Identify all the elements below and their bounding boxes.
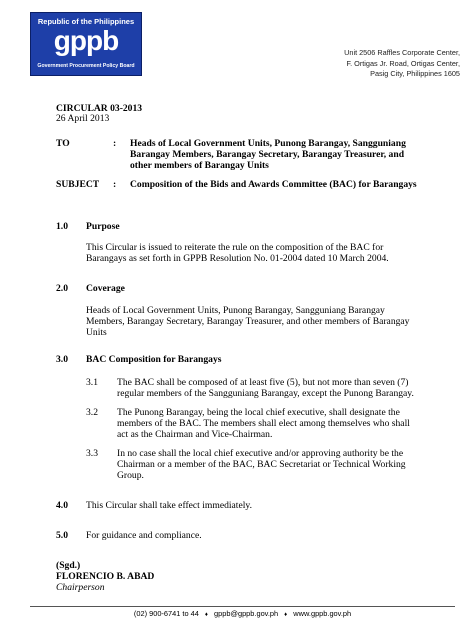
item-3-1-num: 3.1 — [86, 377, 98, 388]
address-line: F. Ortigas Jr. Road, Ortigas Center, — [346, 58, 460, 68]
signatory-name: FLORENCIO B. ABAD — [56, 571, 155, 582]
address-line: Unit 2506 Raffles Corporate Center, — [344, 48, 460, 57]
purpose-line: This Circular is issued to reiterate the rule on the composition of the BAC for — [86, 242, 384, 253]
circular-number: CIRCULAR 03-2013 — [56, 103, 143, 114]
item-3-2-body — [117, 407, 447, 441]
item-line: The Punong Barangay, being the local chief executive, shall designate the — [117, 407, 400, 418]
gppb-logo — [30, 12, 142, 76]
footer-phone: (02) 900-6741 to 44 — [133, 609, 199, 618]
item-3-3-body — [117, 448, 447, 482]
coverage-line: Heads of Local Government Units, Punong Barangay, Sangguniang Barangay — [86, 305, 385, 316]
item-line: In no case shall the local chief executive and/or approving authority be the — [117, 448, 404, 459]
to-line: other members of Barangay Units — [130, 160, 269, 172]
diamond-separator-icon: ♦ — [204, 612, 208, 618]
item-line: Chairman or a member of the BAC, BAC Secretariat or Technical Working — [117, 459, 406, 471]
footer-website: www.gppb.gov.ph — [293, 609, 352, 618]
effectivity-num: 4.0 — [56, 500, 68, 511]
to-label: TO — [56, 138, 70, 149]
composition-title: BAC Composition for Barangays — [86, 354, 222, 365]
diamond-separator-icon: ♦ — [284, 612, 288, 618]
purpose-title: Purpose — [86, 221, 120, 232]
to-colon: : — [113, 138, 117, 149]
subject-text: Composition of the Bids and Awards Committee (BAC) for Barangays — [130, 179, 417, 190]
logo-mark: gppb — [53, 25, 119, 56]
coverage-title: Coverage — [86, 283, 125, 294]
item-line: regular members of the Sangguniang Barangay, except the Punong Barangay. — [117, 388, 414, 400]
logo-republic-text: Republic of the Philippines — [37, 17, 135, 26]
item-line: The BAC shall be composed of at least five (5), but not more than seven (7) — [117, 377, 409, 388]
compliance-num: 5.0 — [56, 530, 68, 541]
compliance-text: For guidance and compliance. — [86, 530, 202, 541]
signatory-title: Chairperson — [56, 582, 105, 593]
effectivity-text: This Circular shall take effect immediately. — [86, 500, 252, 511]
to-line: Heads of Local Government Units, Punong Barangay, Sangguniang — [130, 138, 406, 149]
item-line: act as the Chairman and Vice-Chairman. — [117, 429, 273, 441]
item-line: Group. — [117, 470, 144, 482]
coverage-line: Members, Barangay Secretary, Barangay Treasurer, and other members of Barangay — [86, 316, 410, 328]
address-line: Pasig City, Philippines 1605 — [370, 69, 460, 78]
composition-num: 3.0 — [56, 354, 68, 365]
to-recipients — [130, 138, 450, 172]
logo-board-text: Government Procurement Policy Board — [37, 63, 135, 69]
signature-sgd: (Sgd.) — [56, 560, 81, 571]
circular-date: 26 April 2013 — [56, 113, 110, 124]
item-3-2-num: 3.2 — [86, 407, 98, 418]
subject-colon: : — [113, 179, 117, 190]
footer-email: gppb@gppb.gov.ph — [214, 609, 279, 618]
coverage-num: 2.0 — [56, 283, 68, 294]
coverage-body — [86, 305, 446, 339]
purpose-line: Barangays as set forth in GPPB Resolution No. 01-2004 dated 10 March 2004. — [86, 253, 389, 265]
item-line: members of the BAC. The members shall elect among themselves who shall — [117, 418, 410, 430]
purpose-num: 1.0 — [56, 221, 68, 232]
subject-label: SUBJECT — [56, 179, 100, 190]
to-line: Barangay Members, Barangay Secretary, Barangay Treasurer, and — [130, 149, 405, 161]
item-3-1-body — [117, 377, 447, 399]
office-address — [344, 48, 460, 80]
footer-contact — [30, 609, 455, 618]
coverage-line: Units — [86, 327, 107, 339]
footer-divider — [30, 606, 455, 607]
purpose-body — [86, 242, 438, 264]
item-3-3-num: 3.3 — [86, 448, 98, 459]
